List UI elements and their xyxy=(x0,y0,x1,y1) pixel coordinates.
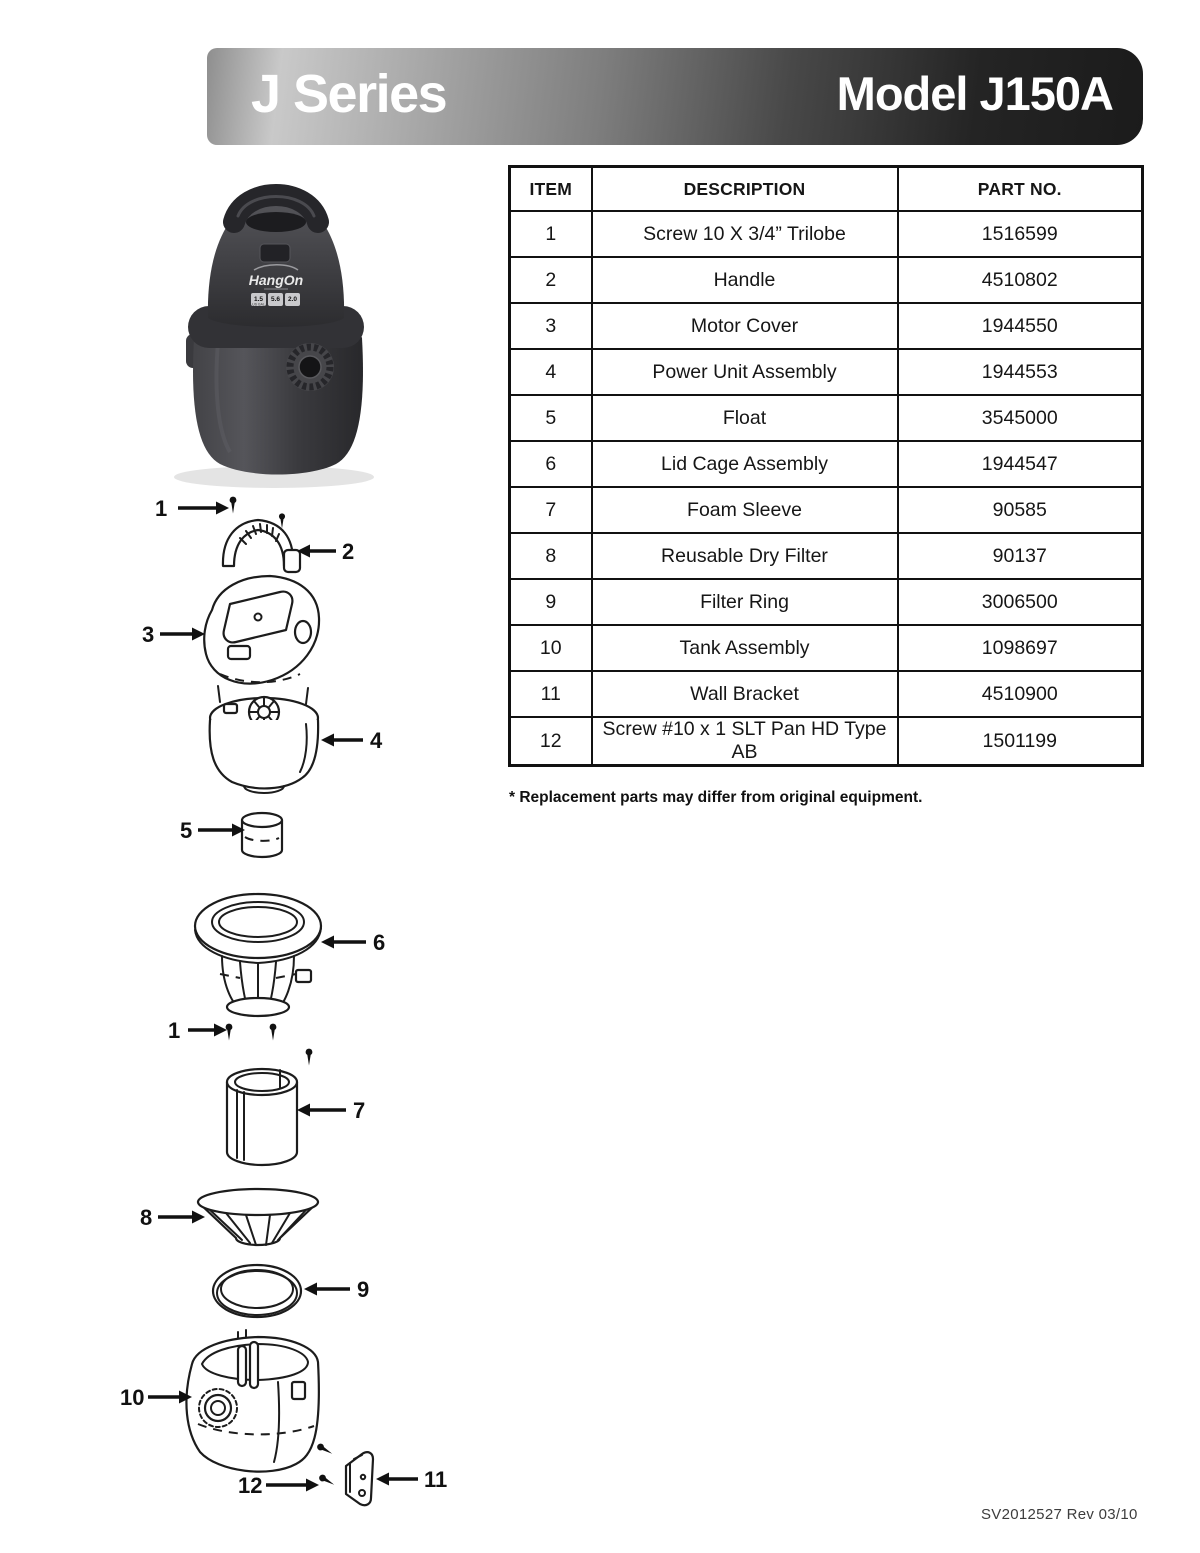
model-title: Model J150A xyxy=(836,67,1113,120)
item-cell: 8 xyxy=(510,533,592,579)
screw-part xyxy=(316,1442,336,1487)
description-cell: Reusable Dry Filter xyxy=(592,533,898,579)
part-cell: 90137 xyxy=(898,533,1143,579)
part-cell: 1501199 xyxy=(898,717,1143,766)
callout-9 xyxy=(304,1277,369,1302)
item-cell: 9 xyxy=(510,579,592,625)
part-cell: 90585 xyxy=(898,487,1143,533)
callout-1-top xyxy=(155,496,229,521)
item-cell: 10 xyxy=(510,625,592,671)
part-cell: 4510802 xyxy=(898,257,1143,303)
callout-label: 10 xyxy=(120,1385,145,1410)
table-row xyxy=(510,717,1143,766)
dry-filter-part xyxy=(198,1189,318,1245)
part-cell: 3006500 xyxy=(898,579,1143,625)
col-item-header: ITEM xyxy=(510,167,592,212)
callout-label: 3 xyxy=(142,622,155,647)
callout-5 xyxy=(180,818,245,843)
part-cell: 1098697 xyxy=(898,625,1143,671)
description-cell: Filter Ring xyxy=(592,579,898,625)
callout-12 xyxy=(238,1473,319,1498)
item-cell: 4 xyxy=(510,349,592,395)
description-cell: Screw #10 x 1 SLT Pan HD Type AB xyxy=(592,717,898,766)
badge-2-value: 5.6 xyxy=(270,296,281,303)
header-banner xyxy=(207,48,1143,145)
description-cell: Wall Bracket xyxy=(592,671,898,717)
callout-11 xyxy=(376,1467,447,1492)
callout-7 xyxy=(297,1098,365,1123)
lid-cage-part xyxy=(195,894,321,1016)
callout-label: 1 xyxy=(155,496,168,521)
series-title: J Series xyxy=(251,63,447,124)
callout-10 xyxy=(120,1385,192,1410)
document-number: SV2012527 Rev 03/10 xyxy=(981,1506,1138,1523)
description-cell: Tank Assembly xyxy=(592,625,898,671)
description-cell: Handle xyxy=(592,257,898,303)
item-cell: 2 xyxy=(510,257,592,303)
product-photo xyxy=(168,160,380,490)
tank-part xyxy=(186,1330,318,1472)
part-cell: 4510900 xyxy=(898,671,1143,717)
col-partno-header: PART NO. xyxy=(898,167,1143,212)
spec-badges xyxy=(251,293,300,307)
item-cell: 12 xyxy=(510,717,592,766)
foam-sleeve-part xyxy=(227,1069,297,1165)
item-cell: 1 xyxy=(510,211,592,257)
callout-4 xyxy=(321,728,383,753)
part-cell: 1944550 xyxy=(898,303,1143,349)
callout-1-mid xyxy=(168,1018,227,1043)
wall-bracket-part xyxy=(346,1452,373,1505)
filter-ring-part xyxy=(213,1265,301,1317)
handle-part xyxy=(223,520,300,572)
table-row xyxy=(510,441,1143,487)
callout-2 xyxy=(297,539,354,564)
power-switch xyxy=(260,244,290,262)
description-cell: Float xyxy=(592,395,898,441)
callout-label: 2 xyxy=(342,539,355,564)
badge-1-unit: US GAL xyxy=(252,302,265,307)
description-cell: Screw 10 X 3/4” Trilobe xyxy=(592,211,898,257)
exploded-diagram xyxy=(100,480,460,1535)
item-cell: 11 xyxy=(510,671,592,717)
description-cell: Motor Cover xyxy=(592,303,898,349)
table-row xyxy=(510,257,1143,303)
table-row xyxy=(510,395,1143,441)
callout-label: 8 xyxy=(140,1205,153,1230)
table-row xyxy=(510,303,1143,349)
table-row xyxy=(510,671,1143,717)
brand-label: HangOn xyxy=(248,272,304,288)
callout-label: 4 xyxy=(370,728,383,753)
item-cell: 5 xyxy=(510,395,592,441)
description-cell: Foam Sleeve xyxy=(592,487,898,533)
part-cell: 1944553 xyxy=(898,349,1143,395)
description-cell: Power Unit Assembly xyxy=(592,349,898,395)
badge-3-value: 2.0 xyxy=(287,296,298,303)
power-unit-part xyxy=(210,686,318,793)
callout-label: 9 xyxy=(357,1277,370,1302)
callout-label: 6 xyxy=(373,930,386,955)
item-cell: 3 xyxy=(510,303,592,349)
description-cell: Lid Cage Assembly xyxy=(592,441,898,487)
callout-3 xyxy=(142,622,205,647)
table-row xyxy=(510,579,1143,625)
callout-label: 5 xyxy=(180,818,193,843)
screw-part xyxy=(226,1024,313,1066)
callout-label: 12 xyxy=(238,1473,263,1498)
callout-label: 11 xyxy=(424,1467,448,1492)
item-cell: 6 xyxy=(510,441,592,487)
motor-cover-part xyxy=(204,576,319,684)
vacuum-image xyxy=(186,190,364,475)
part-cell: 1944547 xyxy=(898,441,1143,487)
callout-6 xyxy=(321,930,385,955)
col-description-header: DESCRIPTION xyxy=(592,167,898,212)
callout-label: 7 xyxy=(353,1098,366,1123)
table-row xyxy=(510,211,1143,257)
table-row xyxy=(510,625,1143,671)
badge-1-value: 1.5 xyxy=(253,296,264,303)
table-row xyxy=(510,349,1143,395)
callout-8 xyxy=(140,1205,205,1230)
item-cell: 7 xyxy=(510,487,592,533)
parts-table xyxy=(508,165,1144,767)
part-cell: 3545000 xyxy=(898,395,1143,441)
table-header-row xyxy=(510,167,1143,212)
table-row xyxy=(510,533,1143,579)
table-row xyxy=(510,487,1143,533)
part-cell: 1516599 xyxy=(898,211,1143,257)
replacement-note: * Replacement parts may differ from original equipment. xyxy=(509,789,923,806)
float-part xyxy=(242,813,282,857)
hose-port xyxy=(286,343,334,391)
callout-label: 1 xyxy=(168,1018,181,1043)
